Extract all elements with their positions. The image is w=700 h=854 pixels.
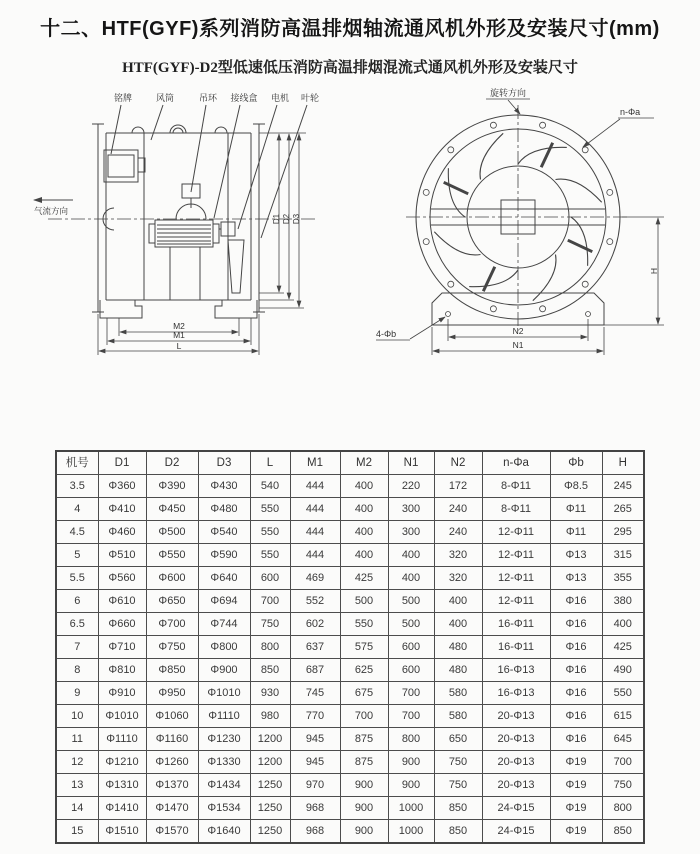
table-cell: 400 <box>602 613 644 636</box>
table-cell: Φ744 <box>198 613 250 636</box>
table-cell: Φ390 <box>146 475 198 498</box>
table-cell: Φ950 <box>146 682 198 705</box>
table-cell: 240 <box>434 498 482 521</box>
table-cell: 550 <box>340 613 388 636</box>
table-cell: Φ694 <box>198 590 250 613</box>
dim-label-n1: N1 <box>512 340 524 350</box>
table-cell: 550 <box>602 682 644 705</box>
table-cell: 540 <box>250 475 290 498</box>
table-cell: 3.5 <box>56 475 98 498</box>
table-cell: 20-Φ13 <box>482 705 550 728</box>
table-cell: 13 <box>56 774 98 797</box>
table-cell: 900 <box>340 774 388 797</box>
table-cell: 970 <box>290 774 340 797</box>
table-cell: Φ1410 <box>98 797 146 820</box>
table-cell: Φ910 <box>98 682 146 705</box>
table-cell: 700 <box>250 590 290 613</box>
table-cell: Φ1210 <box>98 751 146 774</box>
table-cell: Φ560 <box>98 567 146 590</box>
table-cell: 980 <box>250 705 290 728</box>
table-cell: Φ16 <box>550 728 602 751</box>
table-cell: 20-Φ13 <box>482 751 550 774</box>
table-row <box>56 613 644 636</box>
table-cell: Φ16 <box>550 659 602 682</box>
table-cell: 172 <box>434 475 482 498</box>
table-cell: 220 <box>388 475 434 498</box>
table-cell: Φ800 <box>198 636 250 659</box>
table-cell: 240 <box>434 521 482 544</box>
table-cell: 8-Φ11 <box>482 475 550 498</box>
table-cell: 8-Φ11 <box>482 498 550 521</box>
rotation-direction-label: 旋转方向 <box>489 88 527 98</box>
table-cell: 444 <box>290 544 340 567</box>
table-cell: Φ600 <box>146 567 198 590</box>
table-cell: 968 <box>290 797 340 820</box>
table-cell: 770 <box>290 705 340 728</box>
part-label-junction-box: 接线盒 <box>230 93 258 103</box>
table-row <box>56 751 644 774</box>
table-cell: Φ1640 <box>198 820 250 844</box>
table-cell: 1200 <box>250 728 290 751</box>
table-cell: 800 <box>602 797 644 820</box>
table-cell: Φ1470 <box>146 797 198 820</box>
table-cell: 750 <box>250 613 290 636</box>
table-cell: 480 <box>434 659 482 682</box>
column-header: D1 <box>98 451 146 475</box>
table-cell: 750 <box>434 751 482 774</box>
table-cell: Φ810 <box>98 659 146 682</box>
table-row <box>56 590 644 613</box>
fan-dimensions-table <box>55 450 645 844</box>
table-cell: Φ850 <box>146 659 198 682</box>
table-cell: 444 <box>290 521 340 544</box>
table-cell: Φ640 <box>198 567 250 590</box>
table-cell: 602 <box>290 613 340 636</box>
table-cell: Φ1060 <box>146 705 198 728</box>
table-cell: Φ16 <box>550 590 602 613</box>
table-cell: 615 <box>602 705 644 728</box>
table-cell: 12-Φ11 <box>482 544 550 567</box>
table-cell: 444 <box>290 498 340 521</box>
table-cell: Φ1534 <box>198 797 250 820</box>
table-cell: 1250 <box>250 797 290 820</box>
table-cell: Φ550 <box>146 544 198 567</box>
table-cell: Φ1510 <box>98 820 146 844</box>
table-row <box>56 682 644 705</box>
table-row <box>56 705 644 728</box>
column-header: H <box>602 451 644 475</box>
part-label-impeller: 叶轮 <box>300 93 320 103</box>
table-row <box>56 475 644 498</box>
table-cell: Φ1570 <box>146 820 198 844</box>
part-label-lifting-ring: 吊环 <box>198 93 218 103</box>
table-cell: 637 <box>290 636 340 659</box>
table-cell: 850 <box>250 659 290 682</box>
table-cell: Φ610 <box>98 590 146 613</box>
table-cell: Φ19 <box>550 751 602 774</box>
table-cell: Φ16 <box>550 613 602 636</box>
column-header: N2 <box>434 451 482 475</box>
table-cell: Φ19 <box>550 820 602 844</box>
table-cell: 625 <box>340 659 388 682</box>
table-cell: 600 <box>250 567 290 590</box>
table-cell: Φ11 <box>550 498 602 521</box>
table-header-row <box>56 451 644 475</box>
table-cell: 5 <box>56 544 98 567</box>
table-cell: 480 <box>434 636 482 659</box>
table-cell: 550 <box>250 521 290 544</box>
table-cell: 500 <box>388 590 434 613</box>
table-cell: 945 <box>290 728 340 751</box>
table-cell: 900 <box>340 820 388 844</box>
table-cell: 700 <box>340 705 388 728</box>
table-cell: 400 <box>434 590 482 613</box>
table-cell: 16-Φ13 <box>482 659 550 682</box>
table-cell: 500 <box>388 613 434 636</box>
table-row <box>56 521 644 544</box>
table-cell: 400 <box>388 544 434 567</box>
table-cell: 745 <box>290 682 340 705</box>
base-holes-label: 4-Φb <box>376 329 397 339</box>
table-cell: 24-Φ15 <box>482 820 550 844</box>
table-cell: 552 <box>290 590 340 613</box>
table-cell: 645 <box>602 728 644 751</box>
table-cell: 24-Φ15 <box>482 797 550 820</box>
table-row <box>56 820 644 844</box>
table-cell: 968 <box>290 820 340 844</box>
table-cell: 20-Φ13 <box>482 728 550 751</box>
table-cell: Φ1260 <box>146 751 198 774</box>
table-cell: 469 <box>290 567 340 590</box>
column-header: N1 <box>388 451 434 475</box>
table-cell: 1000 <box>388 820 434 844</box>
column-header: D3 <box>198 451 250 475</box>
table-cell: 12-Φ11 <box>482 521 550 544</box>
table-cell: Φ1370 <box>146 774 198 797</box>
table-cell: 575 <box>340 636 388 659</box>
table-cell: 320 <box>434 567 482 590</box>
table-cell: 650 <box>434 728 482 751</box>
table-cell: 4 <box>56 498 98 521</box>
table-cell: 425 <box>340 567 388 590</box>
table-cell: 600 <box>388 659 434 682</box>
column-header: D2 <box>146 451 198 475</box>
table-cell: 750 <box>434 774 482 797</box>
table-cell: 245 <box>602 475 644 498</box>
dim-label-d3: D3 <box>292 213 301 225</box>
table-cell: 11 <box>56 728 98 751</box>
table-cell: Φ410 <box>98 498 146 521</box>
table-cell: Φ700 <box>146 613 198 636</box>
table-cell: 945 <box>290 751 340 774</box>
table-cell: Φ460 <box>98 521 146 544</box>
table-cell: 10 <box>56 705 98 728</box>
airflow-direction-label: 气流方向 <box>34 206 69 216</box>
part-label-motor: 电机 <box>270 93 290 103</box>
table-cell: Φ8.5 <box>550 475 602 498</box>
table-cell: 1000 <box>388 797 434 820</box>
table-cell: Φ650 <box>146 590 198 613</box>
page-title: 十二、HTF(GYF)系列消防高温排烟轴流通风机外形及安装尺寸(mm) <box>40 18 660 40</box>
table-cell: 425 <box>602 636 644 659</box>
table-cell: Φ510 <box>98 544 146 567</box>
table-cell: 850 <box>434 820 482 844</box>
table-cell: 16-Φ11 <box>482 636 550 659</box>
table-cell: 800 <box>250 636 290 659</box>
table-cell: 900 <box>340 797 388 820</box>
part-label-duct: 风筒 <box>155 93 175 103</box>
table-cell: 750 <box>602 774 644 797</box>
table-cell: 930 <box>250 682 290 705</box>
fan-side-view-drawing <box>18 88 363 373</box>
table-cell: 320 <box>434 544 482 567</box>
table-cell: 400 <box>340 475 388 498</box>
table-cell: 265 <box>602 498 644 521</box>
table-cell: 6.5 <box>56 613 98 636</box>
dim-label-m1: M1 <box>173 330 185 340</box>
table-cell: 5.5 <box>56 567 98 590</box>
table-cell: 580 <box>434 682 482 705</box>
table-cell: 400 <box>340 498 388 521</box>
table-cell: Φ1160 <box>146 728 198 751</box>
table-cell: 12-Φ11 <box>482 567 550 590</box>
table-cell: Φ1434 <box>198 774 250 797</box>
dim-label-l: L <box>176 341 182 351</box>
table-row <box>56 567 644 590</box>
table-cell: Φ360 <box>98 475 146 498</box>
table-cell: 400 <box>340 521 388 544</box>
column-header: L <box>250 451 290 475</box>
table-cell: 15 <box>56 820 98 844</box>
column-header: M1 <box>290 451 340 475</box>
table-cell: 1250 <box>250 820 290 844</box>
table-cell: Φ1330 <box>198 751 250 774</box>
table-cell: Φ1230 <box>198 728 250 751</box>
dim-label-d2: D2 <box>282 213 291 225</box>
table-cell: 875 <box>340 728 388 751</box>
table-cell: 850 <box>602 820 644 844</box>
table-row <box>56 728 644 751</box>
table-body <box>56 475 644 844</box>
table-cell: 600 <box>388 636 434 659</box>
table-cell: 300 <box>388 498 434 521</box>
table-cell: 400 <box>340 544 388 567</box>
table-cell: 16-Φ13 <box>482 682 550 705</box>
table-cell: 14 <box>56 797 98 820</box>
table-cell: 687 <box>290 659 340 682</box>
table-cell: 444 <box>290 475 340 498</box>
table-cell: Φ750 <box>146 636 198 659</box>
table-cell: Φ19 <box>550 797 602 820</box>
table-cell: Φ19 <box>550 774 602 797</box>
dim-label-h: H <box>649 267 659 275</box>
table-cell: 580 <box>434 705 482 728</box>
table-cell: Φ500 <box>146 521 198 544</box>
table-cell: Φ1010 <box>98 705 146 728</box>
table-cell: Φ710 <box>98 636 146 659</box>
table-cell: Φ13 <box>550 567 602 590</box>
table-cell: 380 <box>602 590 644 613</box>
table-cell: Φ16 <box>550 705 602 728</box>
flange-holes-label: n-Φa <box>620 107 641 117</box>
table-cell: Φ660 <box>98 613 146 636</box>
table-cell: 675 <box>340 682 388 705</box>
table-cell: 700 <box>388 682 434 705</box>
part-label-nameplate: 铭牌 <box>113 93 133 103</box>
table-cell: 550 <box>250 544 290 567</box>
table-cell: Φ540 <box>198 521 250 544</box>
table-cell: Φ16 <box>550 636 602 659</box>
table-cell: Φ1110 <box>198 705 250 728</box>
table-cell: 850 <box>434 797 482 820</box>
table-cell: 1250 <box>250 774 290 797</box>
table-cell: Φ11 <box>550 521 602 544</box>
column-header: n-Φa <box>482 451 550 475</box>
table-cell: 355 <box>602 567 644 590</box>
fan-front-view-drawing <box>368 85 688 385</box>
table-cell: 500 <box>340 590 388 613</box>
table-cell: 490 <box>602 659 644 682</box>
table-cell: 700 <box>388 705 434 728</box>
table-cell: 315 <box>602 544 644 567</box>
column-header: 机号 <box>56 451 98 475</box>
table-cell: 800 <box>388 728 434 751</box>
dim-label-m2: M2 <box>173 321 185 331</box>
table-cell: 12-Φ11 <box>482 590 550 613</box>
column-header: Φb <box>550 451 602 475</box>
table-cell: 16-Φ11 <box>482 613 550 636</box>
table-cell: 12 <box>56 751 98 774</box>
table-cell: Φ900 <box>198 659 250 682</box>
table-cell: 300 <box>388 521 434 544</box>
table-cell: 4.5 <box>56 521 98 544</box>
table-row <box>56 774 644 797</box>
table-cell: Φ430 <box>198 475 250 498</box>
table-cell: Φ590 <box>198 544 250 567</box>
table-cell: 8 <box>56 659 98 682</box>
table-cell: Φ13 <box>550 544 602 567</box>
table-cell: 400 <box>388 567 434 590</box>
dim-label-n2: N2 <box>512 326 524 336</box>
table-row <box>56 498 644 521</box>
table-cell: 550 <box>250 498 290 521</box>
table-cell: 295 <box>602 521 644 544</box>
table-row <box>56 797 644 820</box>
table-cell: 900 <box>388 751 434 774</box>
table-row <box>56 544 644 567</box>
table-cell: 9 <box>56 682 98 705</box>
table-row <box>56 659 644 682</box>
table-cell: Φ1110 <box>98 728 146 751</box>
table-row <box>56 636 644 659</box>
table-cell: 400 <box>434 613 482 636</box>
table-cell: 900 <box>388 774 434 797</box>
table-cell: 875 <box>340 751 388 774</box>
table-cell: Φ1010 <box>198 682 250 705</box>
table-cell: Φ16 <box>550 682 602 705</box>
table-cell: 1200 <box>250 751 290 774</box>
table-cell: Φ480 <box>198 498 250 521</box>
table-cell: 7 <box>56 636 98 659</box>
dim-label-d1: D1 <box>272 213 281 225</box>
table-cell: 20-Φ13 <box>482 774 550 797</box>
column-header: M2 <box>340 451 388 475</box>
table-cell: Φ1310 <box>98 774 146 797</box>
table-cell: Φ450 <box>146 498 198 521</box>
page-subtitle: HTF(GYF)-D2型低速低压消防高温排烟混流式通风机外形及安装尺寸 <box>122 60 578 76</box>
table-cell: 6 <box>56 590 98 613</box>
table-cell: 700 <box>602 751 644 774</box>
